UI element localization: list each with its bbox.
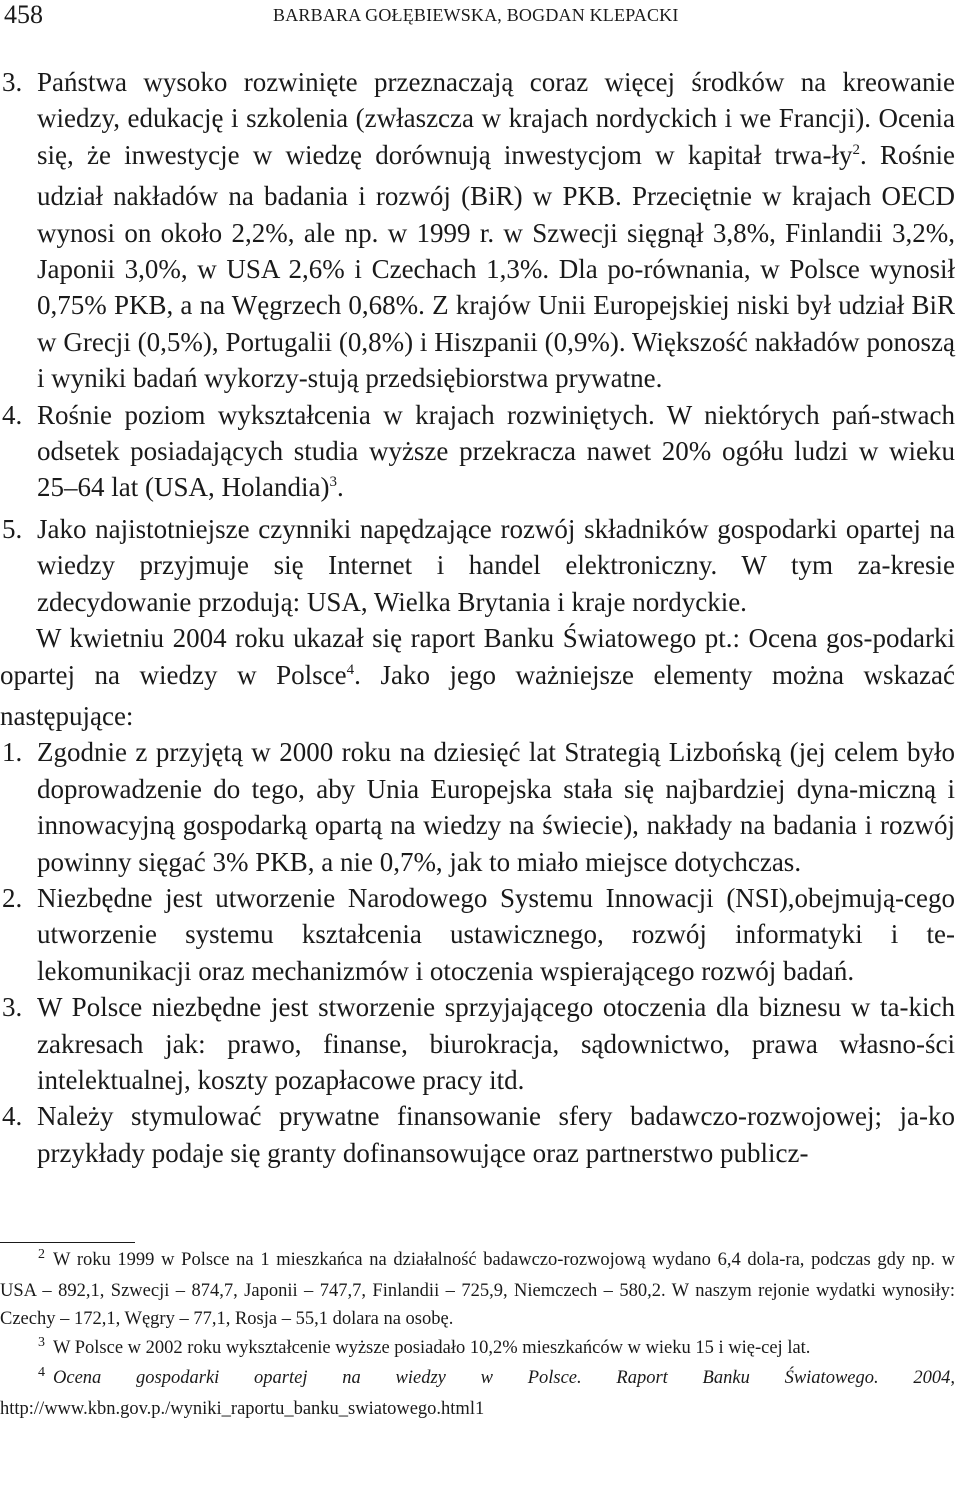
list-item-text: Państwa wysoko rozwinięte przeznaczają coraz więcej środków na kreowanie wiedzy, edukację i szkolenia (zwłaszcza w krajach nordyckich i we Francji). Ocenia się, że inwestycje w wiedzę dorównują inwestycjom w kapitał trwa-ły bbox=[37, 67, 955, 170]
body-text bbox=[0, 64, 955, 1171]
footnote-3 bbox=[0, 1334, 955, 1365]
footnote-text: W roku 1999 w Polsce na 1 mieszkańca na działalność badawczo-rozwojową wydano 6,4 dola-ra, podczas gdy np. w USA – 892,1, Szwecji – 874,7, Japonii – 747,7, Finlandii – 725,9, Niemczech – 580,2. W naszym rejonie wydatki wynosiły: Czechy – 172,1, Węgry – 77,1, Rosja – 55,1 dolara na osobę. bbox=[0, 1250, 955, 1330]
paragraph-text: W kwietniu 2004 roku ukazał się raport Banku Światowego pt.: Ocena gos-podarki opartej na wiedzy w Polsce bbox=[0, 623, 955, 690]
list-item-3 bbox=[0, 64, 955, 397]
list-item-text: Rośnie poziom wykształcenia w krajach rozwiniętych. W niektórych pań-stwach odsetek posiadających studia wyższe przekracza nawet 20% ogółu ludzi w wieku 25–64 lat (USA, Holandia) bbox=[37, 399, 955, 503]
list-item-number: 1. bbox=[2, 737, 23, 768]
list-item-number: 3. bbox=[2, 992, 23, 1023]
page-header bbox=[0, 0, 960, 36]
list-item-5 bbox=[0, 511, 955, 620]
footnote-number: 4 bbox=[38, 1365, 45, 1381]
list-item-number: 2. bbox=[2, 882, 23, 913]
footnotes bbox=[0, 1246, 955, 1424]
footnote-title: Ocena gospodarki opartej na wiedzy w Polsce. Raport Banku Światowego. 2004, bbox=[53, 1368, 955, 1389]
footnote-link: http://www.kbn.gov.p./wyniki_raportu_banku_swiatowego.html1 bbox=[0, 1398, 485, 1419]
list-item-text: Należy stymulować prywatne finansowanie sfery badawczo-rozwojowej; ja-ko przykłady podaje się granty dofinansowujące oraz partnerstwo publicz- bbox=[37, 1101, 955, 1168]
list-item-4 bbox=[0, 397, 955, 511]
list-item-text: Zgodnie z przyjętą w 2000 roku na dziesięć lat Strategią Lizbońską (jej celem było doprowadzenie do tego, aby Unia Europejska stała się najbardziej dyna-miczną i innowacyjną gospodarką opartą na wiedzy na świecie), nakłady na badania i rozwój powinny sięgać 3% PKB, a nie 0,7%, jak to miało miejsce dotychczas. bbox=[37, 737, 955, 877]
list2-item-4 bbox=[0, 1098, 955, 1171]
list-item-text: Jako najistotniejsze czynniki napędzające rozwój składników gospodarki opartej na wiedzy przyjmuje się Internet i handel elektroniczny. W tym za-kresie zdecydowanie przodują: USA, Wielka Brytania i kraje nordyckie. bbox=[37, 513, 955, 617]
list-item-text: W Polsce niezbędne jest stworzenie sprzyjającego otoczenia dla biznesu w ta-kich zakresach jak: prawo, finanse, biurokracja, sądownictwo, prawa własno-ści intelektualnej, koszty pozapłacowe pracy itd. bbox=[37, 992, 955, 1095]
footnote-ref-3: 3 bbox=[329, 474, 337, 491]
running-head: BARBARA GOŁĘBIEWSKA, BOGDAN KLEPACKI bbox=[273, 5, 679, 25]
footnote-text: W Polsce w 2002 roku wykształcenie wyższe posiadało 10,2% mieszkańców w wieku 15 i wię-cej lat. bbox=[53, 1337, 811, 1358]
list-item-text: Niezbędne jest utworzenie Narodowego Systemu Innowacji (NSI),obejmują-cego utworzenie systemu kształcenia ustawicznego, rozwój informatyki i te-lekomunikacji oraz mechanizmów i otoczenia wspierającego rozwój badań. bbox=[37, 882, 955, 986]
footnote-ref-2: 2 bbox=[852, 141, 861, 158]
paragraph-report bbox=[0, 620, 955, 734]
list2-item-3 bbox=[0, 989, 955, 1098]
list-item-number: 3. bbox=[2, 67, 23, 97]
list-item-number: 4. bbox=[2, 399, 23, 430]
page-number: 458 bbox=[4, 0, 43, 29]
list-item-number: 4. bbox=[2, 1101, 23, 1132]
footnote-2 bbox=[0, 1246, 955, 1334]
list-item-number: 5. bbox=[2, 513, 23, 544]
list2-item-1 bbox=[0, 734, 955, 880]
footnote-ref-4: 4 bbox=[346, 661, 355, 678]
list-item-text: . bbox=[336, 472, 344, 503]
list-item-text: . Rośnie udział nakładów na badania i rozwój (BiR) w PKB. Przeciętnie w krajach OECD wynosi on około 2,2%, ale np. w 1999 r. w Szwecji sięgnął 3,8%, Finlandii 3,2%, Japonii 3,0%, w USA 2,6% i Czechach 1,3%. Dla po-równania, w Polsce wynosił 0,75% PKB, a na Węgrzech 0,68%. Z krajów Unii Europejskiej niski był udział BiR w Grecji (0,5%), Portugalii (0,8%) i Hiszpanii (0,9%). Większość nakładów ponoszą i wyniki badań wykorzy-stują przedsiębiorstwa prywatne. bbox=[37, 139, 955, 394]
footnote-number: 2 bbox=[38, 1247, 45, 1262]
footnote-separator bbox=[0, 1242, 135, 1243]
paragraph-text: . Jako jego ważniejsze elementy można wskazać następujące: bbox=[0, 659, 955, 731]
footnote-number: 3 bbox=[38, 1334, 45, 1350]
list2-item-2 bbox=[0, 880, 955, 989]
footnote-4 bbox=[0, 1364, 955, 1423]
